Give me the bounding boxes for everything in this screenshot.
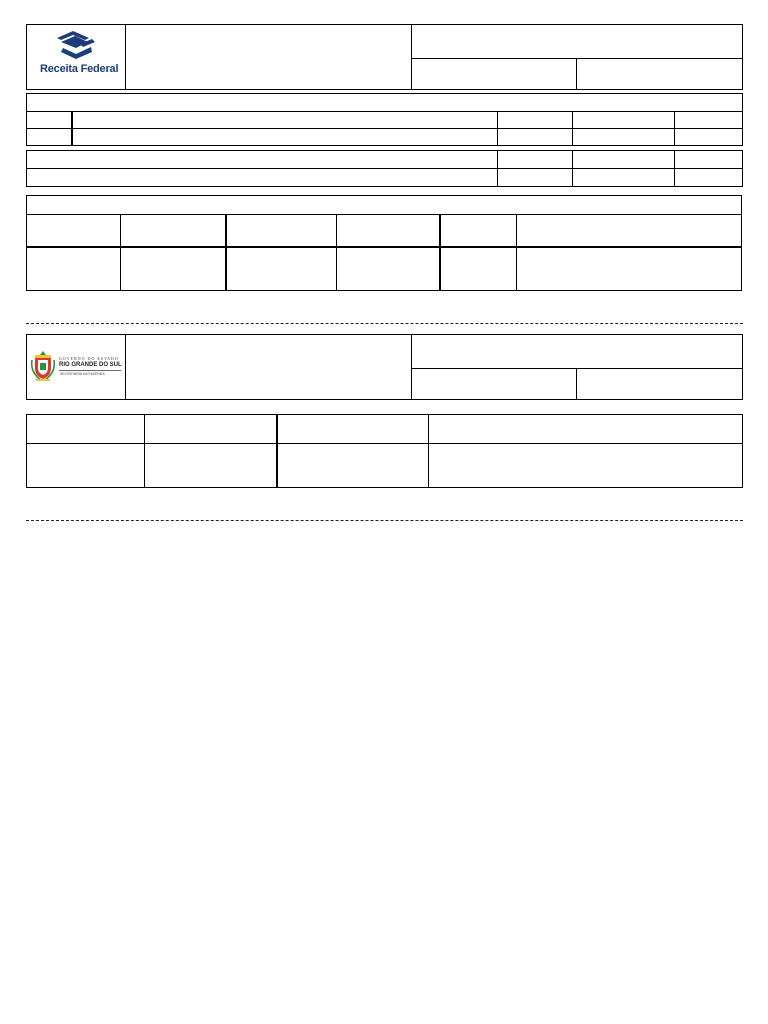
- form-table-3: [26, 195, 742, 291]
- header-divider: [411, 24, 412, 90]
- form-col-line: [428, 414, 429, 488]
- form-row-line: [26, 246, 742, 248]
- form-col-line: [572, 150, 573, 187]
- form-table-1: [26, 93, 743, 146]
- rs-logo-line1: GOVERNO DO ESTADO: [59, 356, 119, 361]
- form-col-line: [144, 414, 145, 488]
- header-divider: [576, 58, 577, 90]
- header-divider: [125, 334, 126, 400]
- header-divider: [576, 368, 577, 400]
- receita-federal-emblem-icon: [30, 30, 122, 64]
- header-divider: [411, 368, 743, 369]
- rs-coat-of-arms-icon: [31, 350, 55, 382]
- form-col-line: [674, 111, 675, 146]
- form-row-line: [26, 443, 743, 444]
- receita-header-box: [26, 24, 743, 90]
- form-table-4: [26, 414, 743, 488]
- rs-government-logo: [31, 350, 123, 384]
- form-col-line: [336, 214, 337, 291]
- form-row-line: [26, 168, 743, 169]
- rs-header-box: [26, 334, 743, 400]
- receita-federal-logo: [30, 30, 122, 82]
- form-col-line: [225, 214, 227, 291]
- form-col-line: [674, 150, 675, 187]
- form-row-line: [26, 111, 743, 112]
- header-divider: [411, 58, 743, 59]
- form-col-line: [572, 111, 573, 146]
- form-col-line: [497, 111, 498, 146]
- header-divider: [125, 24, 126, 90]
- header-divider: [411, 334, 412, 400]
- form-col-line: [71, 111, 73, 146]
- form-col-line: [497, 150, 498, 187]
- receita-federal-logo-text: Receita Federal: [40, 63, 119, 75]
- form-col-line: [439, 214, 441, 291]
- cut-line: [26, 323, 743, 324]
- rs-logo-line2: RIO GRANDE DO SUL: [59, 362, 122, 368]
- rs-logo-line3: SECRETARIA DA FAZENDA: [60, 372, 105, 376]
- form-col-line: [120, 214, 121, 291]
- form-row-line: [26, 214, 742, 215]
- form-col-line: [516, 214, 517, 291]
- form-col-line: [276, 414, 278, 488]
- form-row-line: [26, 128, 743, 129]
- rs-logo-rule: [59, 370, 121, 371]
- cut-line: [26, 520, 743, 521]
